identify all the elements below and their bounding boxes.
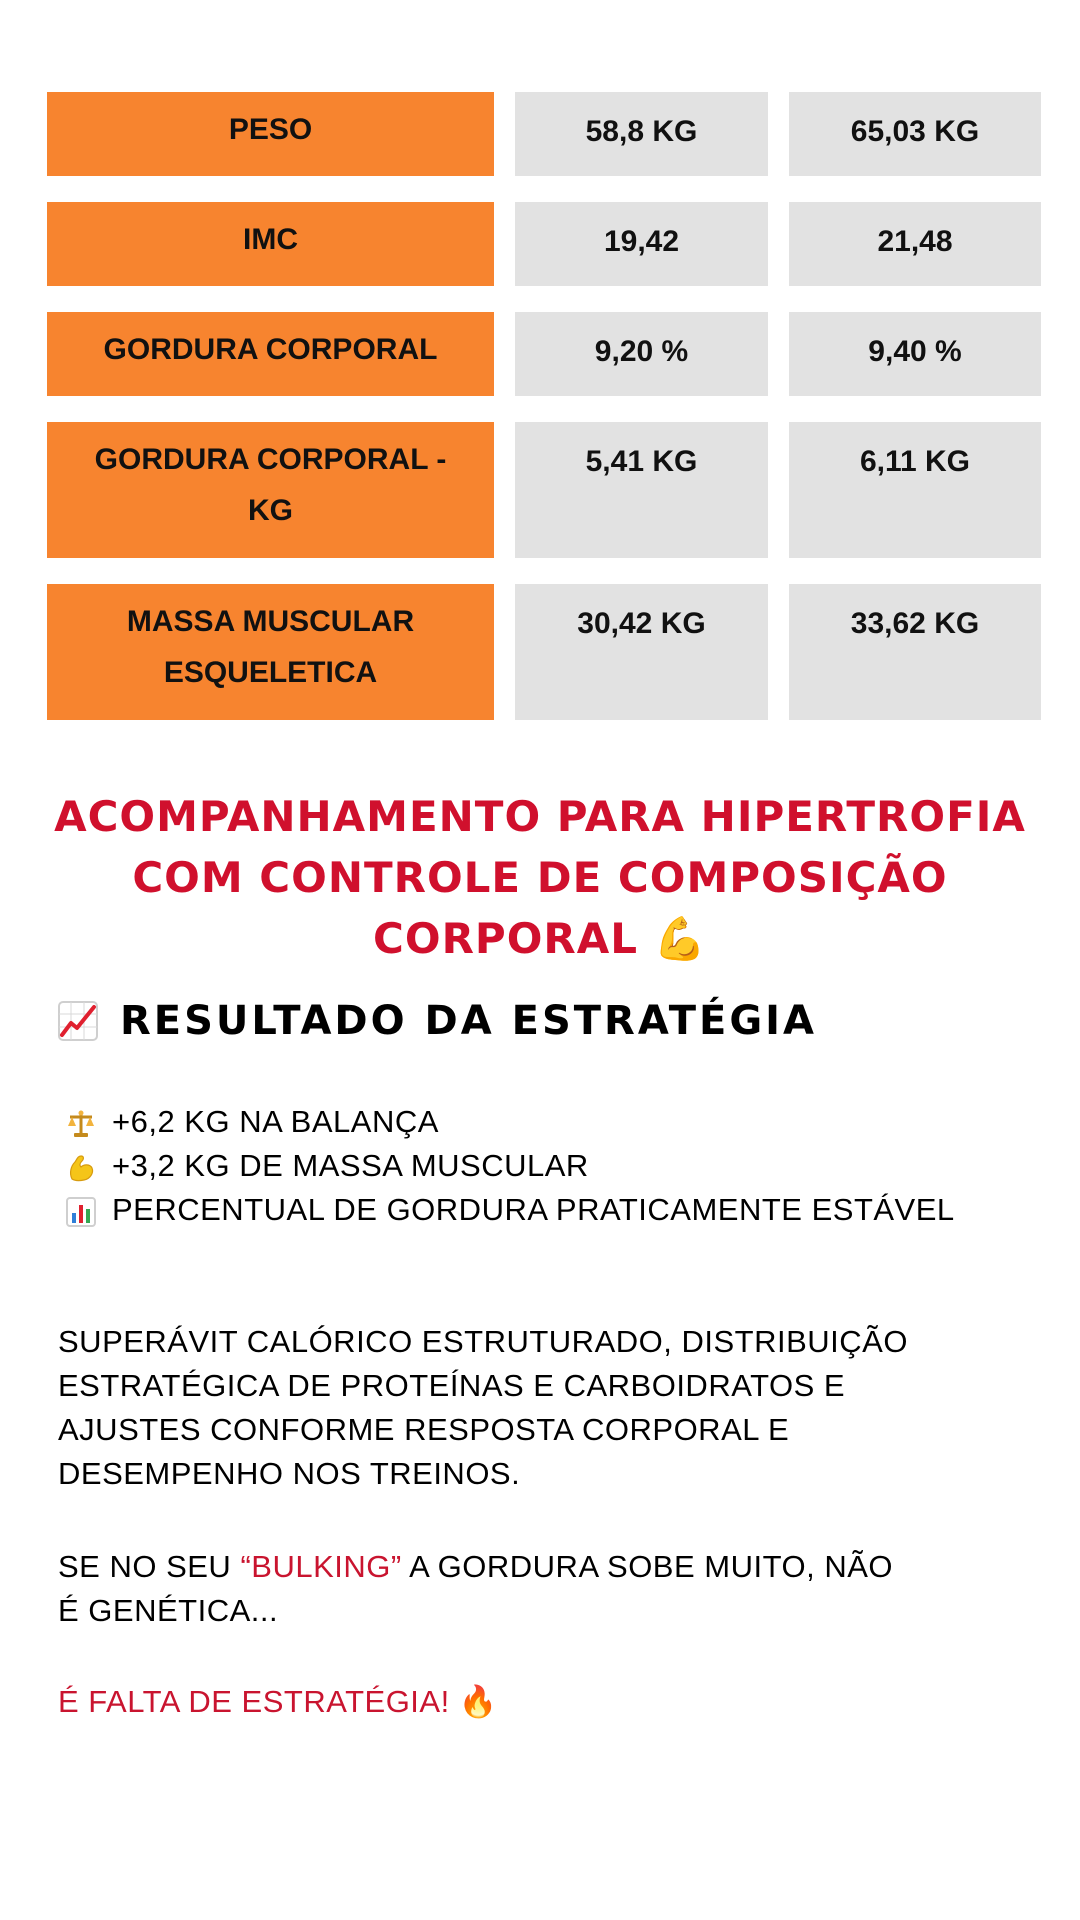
flexed-biceps-icon: 💪 — [653, 914, 707, 963]
row-label — [47, 422, 494, 558]
paragraph-line: AJUSTES CONFORME RESPOSTA CORPORAL E — [58, 1412, 790, 1447]
table-row-peso — [47, 92, 1041, 176]
value-before: 30,42 KG — [515, 584, 768, 720]
bar-chart-icon — [66, 1195, 96, 1225]
value-after: 33,62 KG — [789, 584, 1041, 720]
paragraph-line: SUPERÁVIT CALÓRICO ESTRUTURADO, DISTRIBUIÇÃO — [58, 1324, 908, 1359]
list-item-text: +6,2 KG NA BALANÇA — [112, 1104, 439, 1139]
table-row-imc — [47, 202, 1041, 286]
headline-line3-text: CORPORAL — [373, 914, 639, 963]
conclusion-paragraph — [58, 1680, 1038, 1724]
headline-line2: COM CONTROLE DE COMPOSIÇÃO — [132, 853, 948, 902]
row-label: GORDURA CORPORAL — [47, 312, 494, 396]
fire-icon: 🔥 — [458, 1684, 498, 1720]
row-label-line1: MASSA MUSCULAR — [126, 605, 415, 638]
list-item-text: PERCENTUAL DE GORDURA PRATICAMENTE ESTÁVEL — [112, 1192, 955, 1227]
table-row-massa-muscular — [47, 584, 1041, 720]
section-title — [58, 998, 817, 1044]
table-row-gordura-corporal — [47, 312, 1041, 396]
flexed-biceps-icon — [66, 1151, 96, 1181]
results-list — [66, 1100, 955, 1232]
paragraph-text: SE NO SEU — [58, 1549, 241, 1584]
body-composition-table — [47, 92, 1041, 746]
paragraph-line: DESEMPENHO NOS TREINOS. — [58, 1456, 521, 1491]
bulking-paragraph — [58, 1545, 1038, 1633]
value-before: 9,20 % — [515, 312, 768, 396]
row-label — [47, 584, 494, 720]
bulking-highlight: “BULKING” — [240, 1549, 402, 1584]
row-label: IMC — [47, 202, 494, 286]
paragraph-line: ESTRATÉGICA DE PROTEÍNAS E CARBOIDRATOS E — [58, 1368, 846, 1403]
value-after: 6,11 KG — [789, 422, 1041, 558]
table-row-gordura-corporal-kg — [47, 422, 1041, 558]
chart-increasing-icon — [58, 1001, 98, 1041]
list-item-text: +3,2 KG DE MASSA MUSCULAR — [112, 1148, 589, 1183]
value-after: 21,48 — [789, 202, 1041, 286]
list-item — [66, 1100, 955, 1144]
value-before: 5,41 KG — [515, 422, 768, 558]
paragraph-text: A GORDURA SOBE MUITO, NÃO — [401, 1549, 893, 1584]
strategy-paragraph — [58, 1320, 1038, 1496]
row-label: PESO — [47, 92, 494, 176]
row-label-line2: ESQUELETICA — [163, 656, 378, 689]
paragraph-line: É GENÉTICA... — [58, 1593, 279, 1628]
value-before: 19,42 — [515, 202, 768, 286]
list-item — [66, 1144, 955, 1188]
section-title-text: RESULTADO DA ESTRATÉGIA — [120, 998, 817, 1044]
list-item — [66, 1188, 955, 1232]
headline-line3 — [40, 908, 1040, 969]
value-after: 65,03 KG — [789, 92, 1041, 176]
row-label-line1: GORDURA CORPORAL - — [94, 443, 447, 476]
value-before: 58,8 KG — [515, 92, 768, 176]
row-label-line2: KG — [248, 494, 293, 527]
headline-line1: ACOMPANHAMENTO PARA HIPERTROFIA — [54, 792, 1026, 841]
scale-icon — [66, 1107, 96, 1137]
headline — [40, 786, 1040, 969]
conclusion-text: É FALTA DE ESTRATÉGIA! — [58, 1684, 450, 1719]
value-after: 9,40 % — [789, 312, 1041, 396]
paragraph-line — [58, 1545, 1038, 1589]
